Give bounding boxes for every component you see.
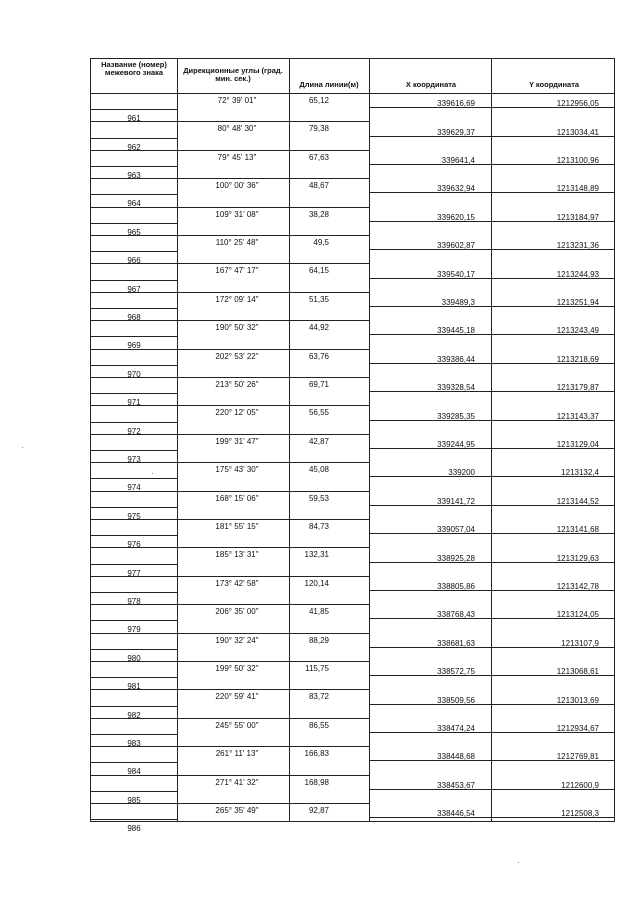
bearing-angle: 100° 00' 36" bbox=[215, 181, 259, 191]
y-coordinate: 1213251,94 bbox=[556, 298, 599, 307]
bearing-angle: 173° 42' 58" bbox=[215, 578, 259, 588]
x-coordinate: 338474,24 bbox=[437, 724, 475, 733]
x-coordinate: 338768,43 bbox=[437, 610, 475, 620]
y-coordinate: 1213179,87 bbox=[556, 383, 599, 393]
x-coordinate: 338453,67 bbox=[437, 780, 475, 790]
x-coordinate: 338805,86 bbox=[437, 582, 475, 591]
point-number: 969 bbox=[127, 341, 141, 351]
point-number: 963 bbox=[127, 171, 141, 180]
point-number: 966 bbox=[127, 256, 141, 266]
line-length: 92,87 bbox=[308, 806, 329, 815]
column-divider bbox=[369, 59, 370, 821]
header-name: Название (номер) межевого знака bbox=[101, 60, 167, 77]
x-coordinate: 339616,69 bbox=[437, 99, 475, 109]
line-length: 67,63 bbox=[308, 152, 329, 162]
point-row-top-rule bbox=[91, 706, 177, 707]
y-coordinate: 1213034,41 bbox=[556, 127, 599, 137]
line-length: 79,38 bbox=[308, 124, 329, 134]
bearing-angle: 199° 31' 47" bbox=[215, 436, 259, 446]
point-row-top-rule bbox=[91, 620, 177, 621]
column-divider bbox=[177, 59, 178, 821]
line-length: 56,55 bbox=[308, 408, 329, 418]
scan-speck bbox=[152, 473, 153, 474]
line-length: 88,29 bbox=[308, 635, 329, 645]
y-coordinate: 1213143,37 bbox=[556, 411, 599, 421]
point-number: 968 bbox=[127, 313, 141, 322]
x-coordinate: 339641,4 bbox=[441, 156, 475, 165]
y-coordinate: 1213142,78 bbox=[556, 582, 599, 591]
point-row-top-rule bbox=[91, 280, 177, 281]
y-coordinate: 1213100,96 bbox=[556, 156, 599, 165]
line-length: 41,85 bbox=[308, 607, 329, 617]
y-coordinate: 1213231,36 bbox=[556, 241, 599, 251]
point-number: 965 bbox=[127, 227, 141, 237]
bearing-angle: 202° 53' 22" bbox=[215, 351, 259, 361]
bearing-angle: 206° 35' 00" bbox=[215, 607, 259, 617]
y-coordinate: 1212956,05 bbox=[556, 99, 599, 109]
line-length: 115,75 bbox=[305, 664, 329, 673]
point-row-top-rule bbox=[91, 336, 177, 337]
point-row-top-rule bbox=[91, 450, 177, 451]
line-length: 48,67 bbox=[308, 181, 329, 191]
point-row-top-rule bbox=[91, 194, 177, 195]
bearing-angle: 190° 32' 24" bbox=[215, 635, 259, 645]
line-length: 86,55 bbox=[308, 720, 329, 730]
bearing-angle: 110° 25' 48" bbox=[215, 238, 259, 247]
point-row-top-rule bbox=[91, 791, 177, 792]
bearing-angle: 181° 55' 15" bbox=[215, 522, 259, 531]
x-coordinate: 339386,44 bbox=[437, 354, 475, 364]
line-length: 45,08 bbox=[308, 465, 329, 475]
column-divider bbox=[289, 59, 290, 821]
y-coordinate: 1213148,89 bbox=[556, 184, 599, 194]
point-number: 980 bbox=[127, 653, 141, 663]
y-coordinate: 1213129,63 bbox=[556, 553, 599, 563]
header-angle: Дирекционные углы (град. мин. сек.) bbox=[183, 66, 283, 83]
bearing-angle: 72° 39' 01" bbox=[217, 96, 257, 105]
x-coordinate: 338448,68 bbox=[437, 752, 475, 762]
header-x: X координата bbox=[405, 80, 457, 89]
point-row-top-rule bbox=[91, 393, 177, 394]
bearing-angle: 220° 59' 41" bbox=[215, 692, 259, 702]
point-number: 985 bbox=[127, 795, 141, 805]
point-number: 978 bbox=[127, 597, 141, 606]
line-length: 69,71 bbox=[308, 380, 329, 389]
point-row-top-rule bbox=[91, 592, 177, 593]
point-number: 961 bbox=[127, 114, 141, 124]
x-coordinate: 339244,95 bbox=[437, 440, 475, 449]
point-row-top-rule bbox=[91, 109, 177, 110]
bearing-angle: 261° 11' 13" bbox=[215, 749, 259, 759]
line-length: 84,73 bbox=[308, 522, 329, 531]
point-number: 976 bbox=[127, 540, 141, 550]
y-coordinate: 1213144,52 bbox=[556, 496, 599, 506]
scan-speck bbox=[22, 447, 23, 448]
y-coordinate: 1212934,67 bbox=[556, 724, 599, 733]
point-number: 970 bbox=[127, 369, 141, 379]
x-coordinate: 338509,56 bbox=[437, 695, 475, 705]
bearing-angle: 185° 13' 31" bbox=[215, 550, 259, 560]
y-coordinate: 1213013,69 bbox=[556, 695, 599, 705]
bearing-angle: 168° 15' 06" bbox=[215, 493, 259, 503]
line-length: 65,12 bbox=[308, 96, 329, 105]
column-divider bbox=[491, 59, 492, 821]
bearing-angle: 199° 50' 32" bbox=[215, 664, 259, 673]
point-row-top-rule bbox=[91, 734, 177, 735]
line-length: 44,92 bbox=[308, 323, 329, 333]
line-length: 49,5 bbox=[313, 238, 329, 247]
x-coordinate: 338925,28 bbox=[437, 553, 475, 563]
y-coordinate: 1213132,4 bbox=[561, 468, 599, 478]
y-coordinate: 1213141,68 bbox=[556, 525, 599, 535]
y-coordinate: 1213068,61 bbox=[556, 667, 599, 677]
x-coordinate: 339489,3 bbox=[441, 298, 475, 307]
header-length: Длина линии(м) bbox=[299, 80, 359, 89]
x-coordinate: 339620,15 bbox=[437, 212, 475, 222]
bearing-angle: 245° 55' 00" bbox=[215, 720, 259, 730]
y-coordinate: 1213107,9 bbox=[561, 638, 599, 648]
line-length: 132,31 bbox=[304, 550, 329, 560]
point-row-top-rule bbox=[91, 564, 177, 565]
header-y: Y координата bbox=[528, 80, 580, 89]
point-row-top-rule bbox=[91, 138, 177, 139]
point-row-top-rule bbox=[91, 762, 177, 763]
y-coordinate: 1213124,05 bbox=[556, 610, 599, 620]
bearing-angle: 167° 47' 17" bbox=[215, 266, 259, 276]
x-coordinate: 339057,04 bbox=[437, 525, 475, 535]
point-number: 975 bbox=[127, 511, 141, 521]
line-length: 63,76 bbox=[308, 351, 329, 361]
point-number: 982 bbox=[127, 710, 141, 720]
line-length: 64,15 bbox=[308, 266, 329, 276]
point-number: 964 bbox=[127, 199, 141, 209]
header-divider bbox=[91, 93, 614, 94]
x-coordinate: 339602,87 bbox=[437, 241, 475, 251]
coordinates-table bbox=[90, 58, 615, 834]
point-number: 962 bbox=[127, 142, 141, 152]
point-number: 983 bbox=[127, 739, 141, 748]
point-number: 981 bbox=[127, 682, 141, 692]
point-row-top-rule bbox=[91, 251, 177, 252]
y-coordinate: 1213243,49 bbox=[556, 326, 599, 336]
x-coordinate: 339540,17 bbox=[437, 269, 475, 279]
bearing-angle: 190° 50' 32" bbox=[215, 323, 259, 333]
point-row-top-rule bbox=[91, 223, 177, 224]
point-row-top-rule bbox=[91, 649, 177, 650]
point-number: 974 bbox=[127, 483, 141, 493]
x-coordinate: 339632,94 bbox=[437, 184, 475, 194]
line-length: 59,53 bbox=[308, 493, 329, 503]
y-coordinate: 1213218,69 bbox=[556, 354, 599, 364]
bearing-angle: 109° 31' 08" bbox=[215, 209, 259, 219]
line-length: 168,98 bbox=[304, 777, 329, 787]
point-row-top-rule bbox=[91, 365, 177, 366]
line-length: 83,72 bbox=[308, 692, 329, 702]
point-row-top-rule bbox=[91, 166, 177, 167]
point-row-top-rule bbox=[91, 677, 177, 678]
bearing-angle: 175° 43' 30" bbox=[215, 465, 259, 475]
y-coordinate: 1213244,93 bbox=[556, 269, 599, 279]
line-length: 51,35 bbox=[308, 294, 329, 304]
line-length: 120,14 bbox=[304, 578, 329, 588]
point-number: 967 bbox=[127, 284, 141, 294]
bearing-angle: 265° 35' 49" bbox=[215, 806, 259, 815]
y-coordinate: 1212600,9 bbox=[561, 780, 599, 790]
y-coordinate: 1213184,97 bbox=[556, 212, 599, 222]
bearing-angle: 80° 48' 30" bbox=[217, 124, 257, 134]
point-number: 973 bbox=[127, 455, 141, 464]
line-length: 42,87 bbox=[308, 436, 329, 446]
x-coordinate: 338681,63 bbox=[437, 638, 475, 648]
bearing-angle: 213° 50' 26" bbox=[215, 380, 259, 389]
point-row-top-rule bbox=[91, 308, 177, 309]
point-number: 971 bbox=[127, 398, 141, 408]
bearing-angle: 271° 41' 32" bbox=[215, 777, 259, 787]
x-coordinate: 339200 bbox=[448, 468, 475, 478]
line-length: 38,28 bbox=[308, 209, 329, 219]
y-coordinate: 1212769,81 bbox=[556, 752, 599, 762]
bearing-angle: 172° 09' 14" bbox=[215, 294, 259, 304]
bearing-angle: 79° 45' 13" bbox=[217, 152, 257, 162]
bearing-angle: 220° 12' 05" bbox=[215, 408, 259, 418]
point-number: 972 bbox=[127, 426, 141, 436]
x-coordinate: 339629,37 bbox=[437, 127, 475, 137]
point-row-top-rule bbox=[91, 819, 177, 820]
x-coordinate: 338446,54 bbox=[437, 809, 475, 819]
point-row-top-rule bbox=[91, 478, 177, 479]
x-coordinate: 338572,75 bbox=[437, 667, 475, 677]
x-coordinate: 339328,54 bbox=[437, 383, 475, 393]
scan-speck bbox=[518, 862, 519, 863]
point-row-top-rule bbox=[91, 422, 177, 423]
x-coordinate: 339141,72 bbox=[437, 496, 475, 506]
point-number: 979 bbox=[127, 625, 141, 635]
point-row-top-rule bbox=[91, 507, 177, 508]
point-number: 984 bbox=[127, 767, 141, 777]
x-coordinate: 339285,35 bbox=[437, 411, 475, 421]
point-number: 986 bbox=[127, 824, 141, 834]
line-length: 166,83 bbox=[304, 749, 329, 759]
y-coordinate: 1213129,04 bbox=[556, 440, 599, 449]
y-coordinate: 1212508,3 bbox=[561, 809, 599, 819]
x-coordinate: 339445,18 bbox=[437, 326, 475, 336]
point-row-top-rule bbox=[91, 535, 177, 536]
point-number: 977 bbox=[127, 568, 141, 578]
